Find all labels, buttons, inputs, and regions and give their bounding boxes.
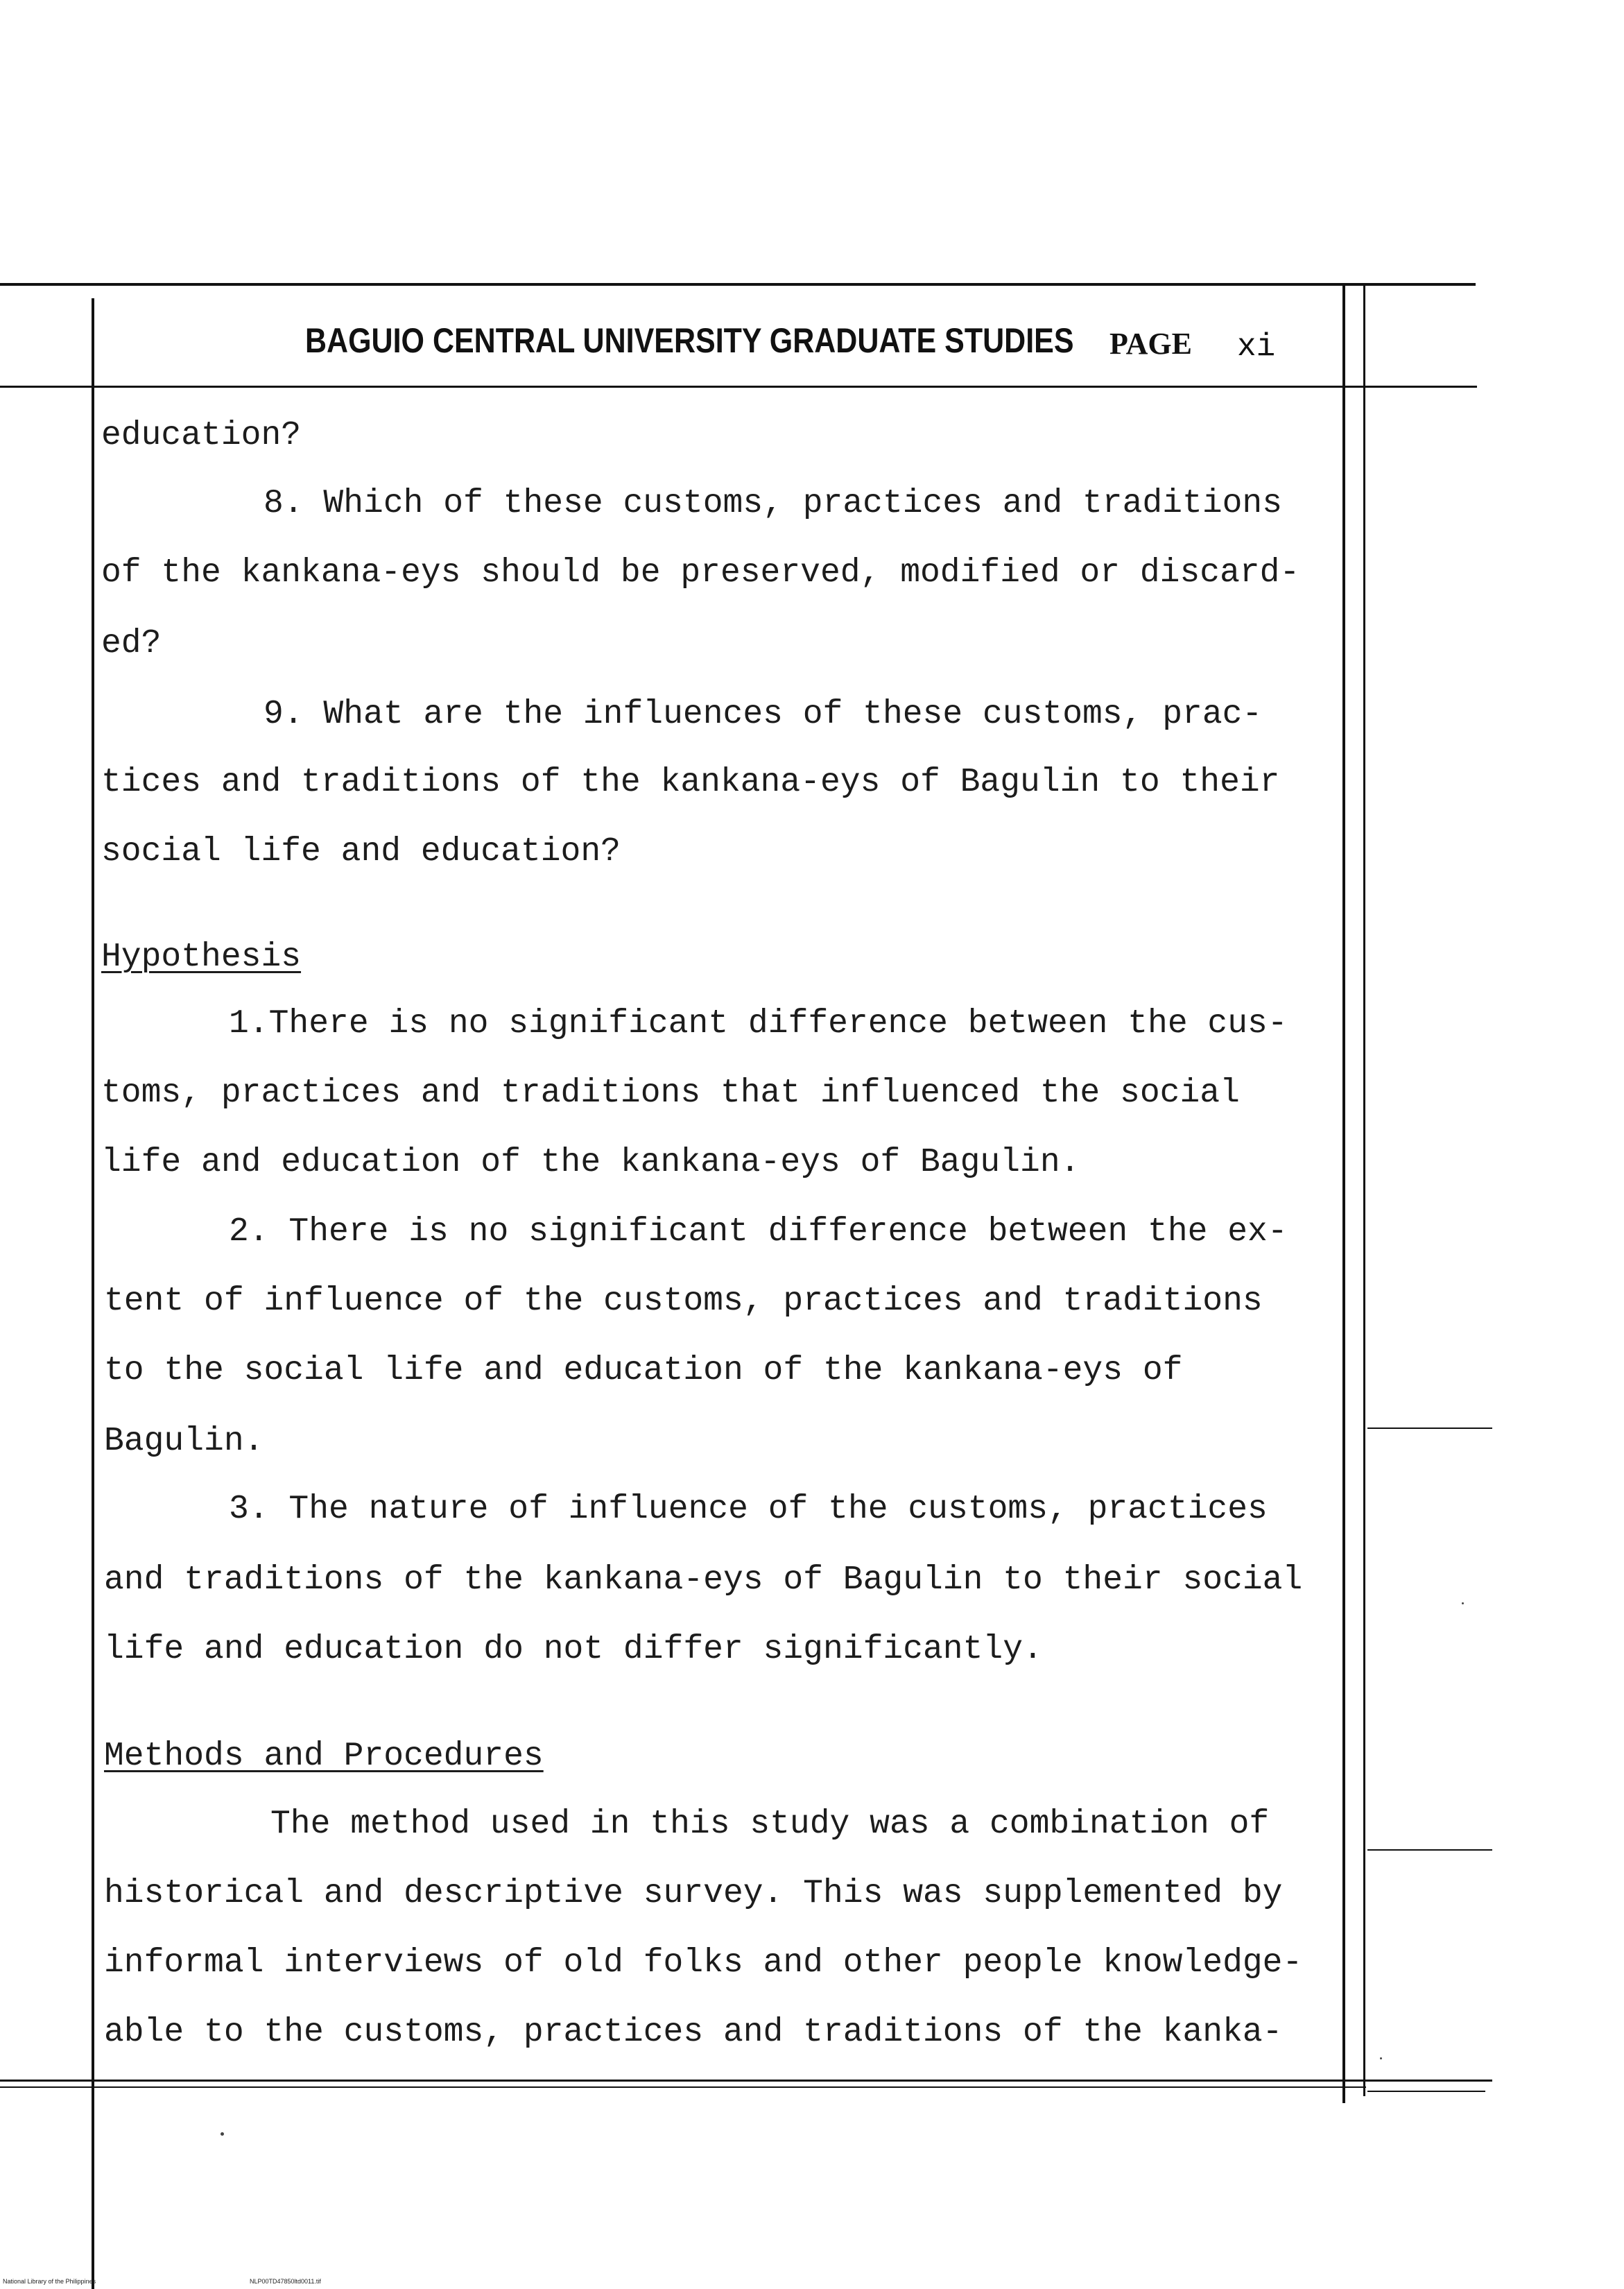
body-line: and traditions of the kankana-eys of Bagulin to their social xyxy=(104,1561,1303,1599)
body-line: education? xyxy=(101,417,302,454)
side-tick-2 xyxy=(1367,1849,1492,1851)
body-line: 1.There is no significant difference between the cus- xyxy=(229,1005,1288,1043)
body-line: 8. Which of these customs, practices and traditions xyxy=(264,485,1283,522)
side-tick-1 xyxy=(1367,1428,1492,1429)
body-line: toms, practices and traditions that influenced the social xyxy=(101,1074,1240,1112)
footer-rule xyxy=(0,2080,1492,2082)
footer-lower-rule xyxy=(0,2086,1366,2088)
header-page-label: PAGE xyxy=(1109,327,1192,361)
body-line: able to the customs, practices and traditions of the kanka- xyxy=(104,2014,1283,2051)
section-heading-methods: Methods and Procedures xyxy=(104,1738,544,1775)
header-page-number: xi xyxy=(1237,329,1276,365)
scan-speck xyxy=(1380,2057,1382,2059)
body-line: historical and descriptive survey. This was supplemented by xyxy=(104,1875,1283,1912)
body-line: 2. There is no significant difference between the ex- xyxy=(229,1213,1288,1251)
left-margin-line xyxy=(92,298,94,2289)
body-line: tent of influence of the customs, practices and traditions xyxy=(104,1283,1263,1320)
body-line: tices and traditions of the kankana-eys of Bagulin to their xyxy=(101,764,1280,801)
side-tick-3 xyxy=(1367,2091,1485,2092)
body-line: life and education do not differ significantly. xyxy=(104,1631,1043,1668)
scan-speck xyxy=(221,2132,224,2136)
top-rule xyxy=(0,283,1476,286)
scan-speck xyxy=(1462,1602,1464,1604)
body-line: social life and education? xyxy=(101,833,621,871)
footer-file-id: NLP00TD47850ltd0011.tif xyxy=(250,2278,321,2285)
body-line: informal interviews of old folks and other people knowledge- xyxy=(104,1944,1303,1982)
body-line: of the kankana-eys should be preserved, modified or discard- xyxy=(101,554,1300,592)
body-line: 3. The nature of influence of the customs, practices xyxy=(229,1491,1268,1528)
body-line: life and education of the kankana-eys of Bagulin. xyxy=(101,1144,1080,1181)
footer-library: National Library of the Philippines xyxy=(3,2278,96,2285)
body-line: to the social life and education of the kankana-eys of xyxy=(104,1352,1183,1389)
header-bottom-rule xyxy=(0,386,1477,388)
section-heading-hypothesis: Hypothesis xyxy=(101,938,302,976)
body-line: Bagulin. xyxy=(104,1423,264,1460)
body-line: ed? xyxy=(101,625,162,662)
right-outer-line xyxy=(1363,286,1365,2096)
body-line: 9. What are the influences of these customs, prac- xyxy=(264,696,1263,733)
body-line: The method used in this study was a combination of xyxy=(270,1806,1270,1843)
header-title: BAGUIO CENTRAL UNIVERSITY GRADUATE STUDIES xyxy=(305,321,1074,360)
right-margin-line xyxy=(1342,286,1345,2103)
